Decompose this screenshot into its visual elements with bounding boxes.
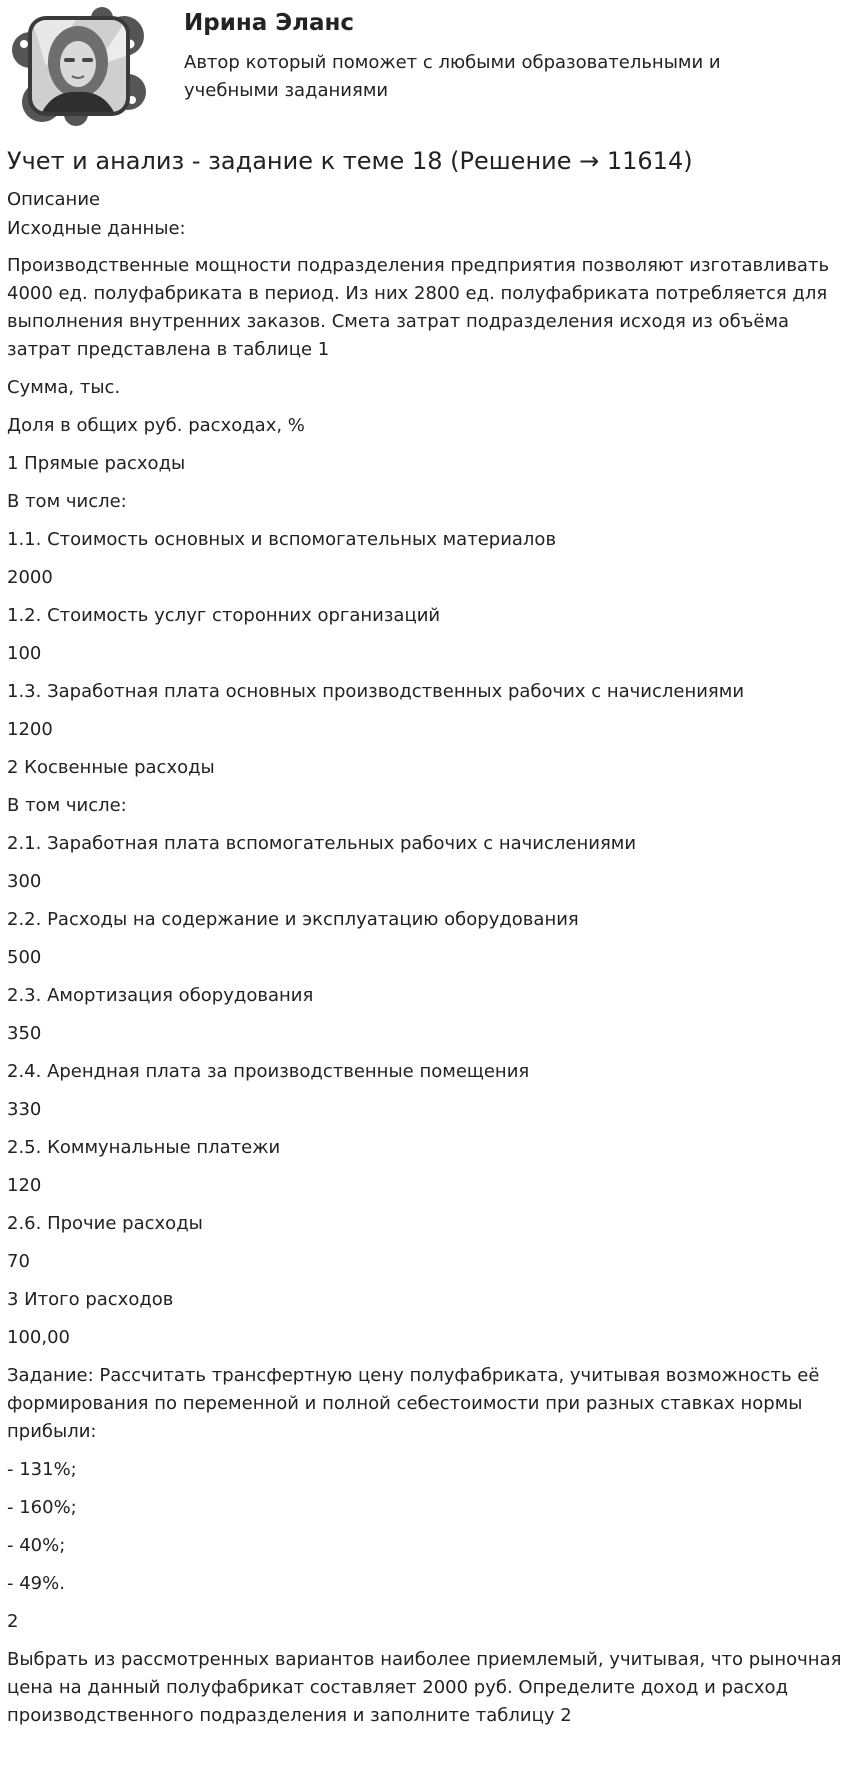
content-paragraph: - 160%;: [7, 1497, 77, 1518]
content-paragraph: 100,00: [7, 1327, 70, 1348]
author-avatar: [6, 6, 152, 126]
content-paragraph: 1.1. Стоимость основных и вспомогательных материалов: [7, 529, 557, 550]
content-paragraph: 1200: [7, 719, 53, 740]
content-paragraph: - 49%.: [7, 1573, 65, 1594]
content-paragraph: 1.2. Стоимость услуг сторонних организаций: [7, 605, 441, 626]
content-paragraph: 100: [7, 643, 42, 664]
content-paragraph: Выбрать из рассмотренных вариантов наиболее приемлемый, учитывая, что рыночная цена на данный полуфабрикат составляет 2000 руб. Определите доход и расход производственного подразделения и заполните таблицу 2: [7, 1649, 842, 1726]
content-paragraph: 2: [7, 1611, 19, 1632]
content-paragraph: 350: [7, 1023, 42, 1044]
content-paragraph: 500: [7, 947, 42, 968]
content-paragraph: 70: [7, 1251, 30, 1272]
content-paragraph: 2000: [7, 567, 53, 588]
author-block: [0, 0, 847, 134]
content-paragraph: 2.2. Расходы на содержание и эксплуатацию оборудования: [7, 909, 579, 930]
content-paragraph: Задание: Рассчитать трансфертную цену полуфабриката, учитывая возможность её формирования по переменной и полной себестоимости при разных ставках нормы прибыли:: [7, 1365, 820, 1442]
content-paragraph: Сумма, тыс.: [7, 377, 121, 398]
content-paragraph: 2 Косвенные расходы: [7, 757, 215, 778]
content-paragraph: 300: [7, 871, 42, 892]
content-paragraph: 1.3. Заработная плата основных производственных рабочих с начислениями: [7, 681, 745, 702]
content-paragraph: 2.5. Коммунальные платежи: [7, 1137, 281, 1158]
task-content: [7, 252, 843, 1740]
content-paragraph: 330: [7, 1099, 42, 1120]
content-paragraph: - 131%;: [7, 1459, 77, 1480]
content-paragraph: 2.4. Арендная плата за производственные помещения: [7, 1061, 530, 1082]
content-paragraph: 1 Прямые расходы: [7, 453, 186, 474]
content-paragraph: 3 Итого расходов: [7, 1289, 174, 1310]
content-paragraph: 2.3. Амортизация оборудования: [7, 985, 314, 1006]
author-description: Автор который поможет с любыми образовательными и учебными заданиями: [184, 52, 721, 101]
author-name: Ирина Эланс: [184, 10, 355, 36]
content-paragraph: Доля в общих руб. расходах, %: [7, 415, 305, 436]
content-paragraph: В том числе:: [7, 795, 127, 816]
content-paragraph: Производственные мощности подразделения предприятия позволяют изготавливать 4000 ед. полуфабриката в период. Из них 2800 ед. полуфабриката потребляется для выполнения внутренних заказов. Смета затрат подразделения исходя из объёма затрат представлена в таблице 1: [7, 255, 830, 360]
source-data-label: Исходные данные:: [7, 218, 186, 239]
content-paragraph: 120: [7, 1175, 42, 1196]
page-title: Учет и анализ - задание к теме 18 (Решение → 11614): [7, 147, 693, 175]
content-paragraph: - 40%;: [7, 1535, 66, 1556]
content-paragraph: 2.6. Прочие расходы: [7, 1213, 203, 1234]
content-paragraph: В том числе:: [7, 491, 127, 512]
description-label: Описание: [7, 189, 101, 210]
content-paragraph: 2.1. Заработная плата вспомогательных рабочих с начислениями: [7, 833, 637, 854]
